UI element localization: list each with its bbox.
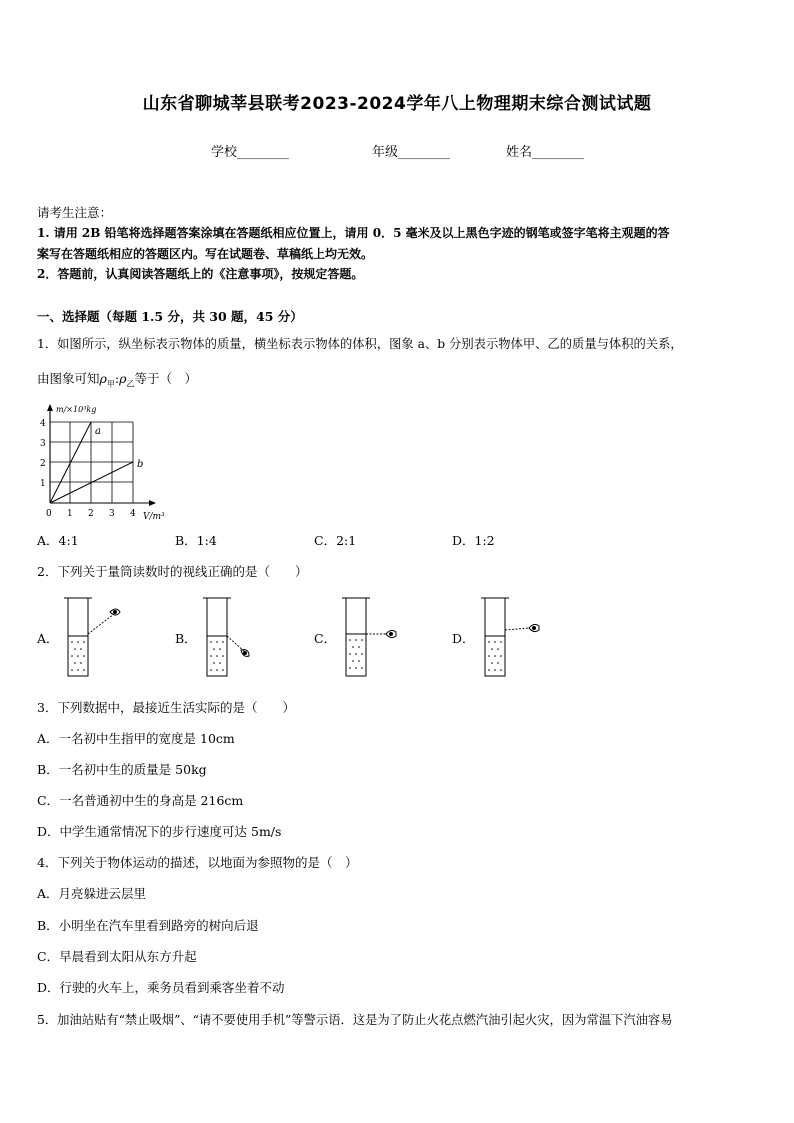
cylinder-d xyxy=(477,596,547,680)
cylinder-b xyxy=(199,596,263,680)
notice-line-1: 1. 请用 2B 铅笔将选择题答案涂填在答题纸相应位置上，请用 0．5 毫米及以上黑色字迹的钢笔或签字笔将主观题的答 xyxy=(37,226,670,240)
sight-line xyxy=(88,614,114,634)
x-tick-label: 1 xyxy=(67,509,73,519)
q1-suffix: 等于（ ） xyxy=(134,371,197,386)
cylinder-c xyxy=(338,596,402,680)
eye-pupil xyxy=(389,632,393,636)
q1-option-d: D．1:2 xyxy=(452,533,495,548)
cylinder-a xyxy=(60,596,124,680)
x-tick-label: 2 xyxy=(88,509,94,519)
page-title: 山东省聊城莘县联考2023-2024学年八上物理期末综合测试试题 xyxy=(142,94,652,114)
line-a-label: a xyxy=(95,426,101,437)
liquid-dots xyxy=(71,641,85,671)
q2-stem: 2．下列关于量筒读数时的视线正确的是（ ） xyxy=(37,564,308,579)
q1-prefix: 由图象可知 xyxy=(37,371,100,386)
cylinder-outline xyxy=(485,598,505,676)
x-tick-label: 3 xyxy=(109,509,115,519)
liquid-dots xyxy=(210,641,224,671)
line-b-label: b xyxy=(137,459,144,470)
rho-symbol: ρ xyxy=(99,371,107,386)
rho-symbol-2: ρ xyxy=(119,371,127,386)
q4-option-a: A．月亮躲进云层里 xyxy=(37,886,147,901)
cylinder-outline xyxy=(346,598,366,676)
q3-option-c: C．一名普通初中生的身高是 216cm xyxy=(37,793,244,808)
q2-option-c: C． xyxy=(314,631,337,646)
line-a xyxy=(50,422,91,503)
q1-option-b: B．1:4 xyxy=(175,533,217,548)
x-axis-arrow xyxy=(149,500,156,506)
y-tick-label: 2 xyxy=(40,459,46,469)
mass-volume-graph xyxy=(32,400,172,522)
eye-pupil xyxy=(532,626,536,630)
liquid-dots xyxy=(349,639,363,669)
q4-option-d: D．行驶的火车上，乘务员看到乘客坐着不动 xyxy=(37,980,285,995)
y-axis-arrow xyxy=(47,404,53,411)
q1-option-a: A．4:1 xyxy=(37,533,79,548)
y-tick-label: 3 xyxy=(40,439,46,449)
q2-option-b: B． xyxy=(175,631,197,646)
eye-pupil xyxy=(243,651,247,655)
notice-line-2: 2．答题前，认真阅读答题纸上的《注意事项》，按规定答题。 xyxy=(37,267,364,281)
sub-jia: 甲 xyxy=(106,379,115,389)
x-tick-label: 0 xyxy=(46,509,52,519)
cylinder-outline xyxy=(68,598,88,676)
q4-option-b: B．小明坐在汽车里看到路旁的树向后退 xyxy=(37,918,259,933)
q2-option-d: D． xyxy=(452,631,475,646)
x-tick-label: 4 xyxy=(130,509,136,519)
ratio-colon: : xyxy=(114,371,120,386)
q3-stem: 3．下列数据中，最接近生活实际的是（ ） xyxy=(37,700,295,715)
q4-option-c: C．早晨看到太阳从东方升起 xyxy=(37,949,197,964)
grade-field: 年级________ xyxy=(372,145,451,160)
x-axis-label: V/m³ xyxy=(143,512,165,522)
q3-option-d: D．中学生通常情况下的步行速度可达 5m/s xyxy=(37,824,282,839)
y-tick-label: 1 xyxy=(40,479,46,489)
notice-line-1b: 案写在答题纸相应的答题区内。写在试题卷、草稿纸上均无效。 xyxy=(37,247,374,261)
q3-option-b: B．一名初中生的质量是 50kg xyxy=(37,762,207,777)
y-tick-label: 4 xyxy=(40,419,46,429)
liquid-dots xyxy=(488,641,502,671)
q3-option-a: A．一名初中生指甲的宽度是 10cm xyxy=(37,731,235,746)
school-field: 学校________ xyxy=(211,145,290,160)
line-b xyxy=(50,462,133,503)
name-field: 姓名________ xyxy=(506,145,585,160)
q1-stem-line2 xyxy=(37,369,197,390)
section-heading: 一、选择题（每题 1.5 分，共 30 题，45 分） xyxy=(37,309,303,324)
sub-yi: 乙 xyxy=(126,379,135,389)
q1-stem-line1: 1．如图所示，纵坐标表示物体的质量，横坐标表示物体的体积，图象 a、b 分别表示物体甲、乙的质量与体积的关系， xyxy=(37,337,683,351)
y-axis-label: m/×10³kg xyxy=(56,405,97,414)
eye-pupil xyxy=(113,610,117,614)
notice-heading: 请考生注意： xyxy=(37,205,113,220)
q5-stem: 5．加油站贴有“禁止吸烟”、“请不要使用手机”等警示语．这是为了防止火花点燃汽油引起火灾，因为常温下汽油容易 xyxy=(37,1013,673,1027)
q4-stem: 4．下列关于物体运动的描述，以地面为参照物的是（ ） xyxy=(37,855,358,870)
cylinder-outline xyxy=(207,598,227,676)
q1-option-c: C．2:1 xyxy=(314,533,357,548)
q2-option-a: A． xyxy=(37,631,59,646)
sight-line xyxy=(505,628,529,630)
